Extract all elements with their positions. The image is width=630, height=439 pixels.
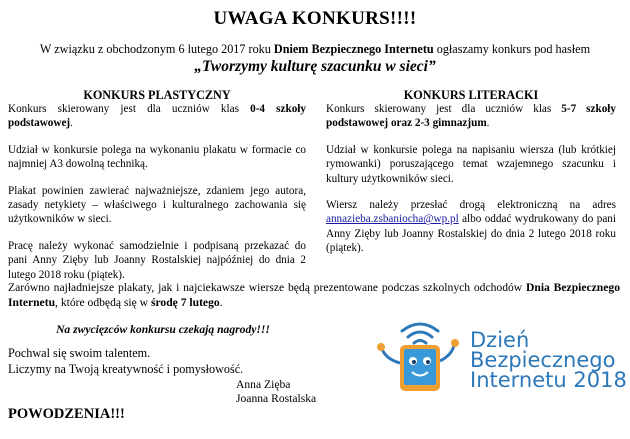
submission-text-end: albo oddać wydrukowany do pani Anny Zięby lub Joanny Rostalskiej do dnia 2 lutego 2018 roku (piątek). — [326, 213, 616, 255]
logo-line-1: Dzień — [470, 328, 530, 352]
wifi-icon — [402, 324, 438, 343]
logo-line-3 — [470, 370, 627, 390]
art-contest-heading: KONKURS PLASTYCZNY — [83, 88, 231, 102]
art-contest-content: Plakat powinien zawierać najważniejsze, zdaniem jego autora, zasady netykiety – właściwego i kulturalnego zachowania się użytkowników w sieci. — [8, 184, 306, 226]
art-eligibility-classes: 0-4 szkoły podstawowej — [8, 103, 307, 130]
logo-internet: Internetu — [470, 368, 567, 392]
literary-eligibility-end: . — [486, 117, 490, 130]
intro-line — [0, 42, 630, 57]
prizes-note: Na zwycięzców konkursu czekają nagrody!!! — [56, 323, 270, 336]
literary-eligibility-text: Konkurs skierowany jest dla uczniów klas — [326, 103, 562, 115]
closing-event-name: Dnia Bezpiecznego Internetu — [8, 281, 620, 309]
closing-text-start: Zarówno najładniejsze plakaty, jak i najciekawsze wiersze będą prezentowane podczas szkolnych odchodów — [8, 281, 527, 294]
literary-contest-heading: KONKURS LITERACKI — [403, 88, 539, 102]
art-contest-eligibility — [8, 102, 306, 131]
art-contest-column — [8, 88, 306, 294]
tablet-mascot-left-arm — [382, 349, 400, 363]
literary-contest-eligibility — [326, 102, 616, 131]
art-eligibility-end: . — [70, 117, 73, 130]
tablet-screen — [404, 349, 436, 385]
encouragement-line-1: Pochwal się swoim talentem. — [8, 346, 151, 360]
logo-line-2: Bezpiecznego — [470, 348, 616, 372]
literary-contest-task: Udział w konkursie polega na napisaniu wiersza (lub krótkiej rymowanki) poruszającego temat wzajemnego szacunku i kultury użytkowników sieci. — [326, 143, 616, 185]
left-hand — [377, 343, 385, 351]
contest-slogan: „Tworzymy kulturę szacunku w sieci” — [194, 58, 436, 75]
signer-joanna: Joanna Rostalska — [236, 392, 317, 405]
art-contest-task: Udział w konkursie polega na wykonaniu plakatu w formacie co najmniej A3 dowolną techniką. — [8, 143, 306, 171]
closing-text-mid: , które odbędą się w — [55, 296, 151, 309]
signer-anna: Anna Zięba — [236, 378, 291, 391]
closing-text-end: . — [219, 296, 223, 309]
logo-year: 2018 — [573, 368, 627, 392]
art-eligibility-text: Konkurs skierowany jest dla uczniów klas — [8, 103, 251, 115]
art-contest-deadline: Pracę należy wykonać samodzielnie i podpisaną przekazać do pani Anny Zięby lub Joanny Rostalskiej najpóźniej do dnia 2 lutego 2018 roku (piątek). — [8, 239, 306, 281]
intro-text-end: ogłaszamy konkurs pod hasłem — [433, 42, 591, 56]
closing-event-date: środę 7 lutego — [150, 296, 220, 309]
encouragement — [8, 345, 243, 377]
closing-paragraph — [8, 280, 620, 310]
right-hand — [451, 339, 459, 347]
tablet-mascot-right-arm — [440, 345, 454, 361]
literary-eligibility-classes: 5-7 szkoły podstawowej oraz 2-3 gimnazjum — [326, 103, 617, 130]
good-luck-text: POWODZENIA!!! — [8, 406, 125, 422]
page-title: UWAGA KONKURS!!!! — [213, 8, 417, 29]
email-link[interactable]: annazieba.zsbaniocha@wp.pl — [326, 213, 459, 226]
intro-text-start: W związku z obchodzonym 6 lutego 2017 roku — [39, 42, 274, 56]
submission-text: Wiersz należy przesłać drogą elektroniczną na adres — [326, 199, 616, 212]
logo-wordmark — [470, 330, 627, 390]
literary-contest-submission — [326, 198, 616, 256]
signatures — [236, 378, 316, 406]
literary-contest-column — [326, 88, 616, 268]
intro-bold-event: Dniem Bezpiecznego Internetu — [273, 42, 434, 56]
encouragement-line-2: Liczymy na Twoją kreatywność i pomysłowość. — [8, 362, 244, 376]
